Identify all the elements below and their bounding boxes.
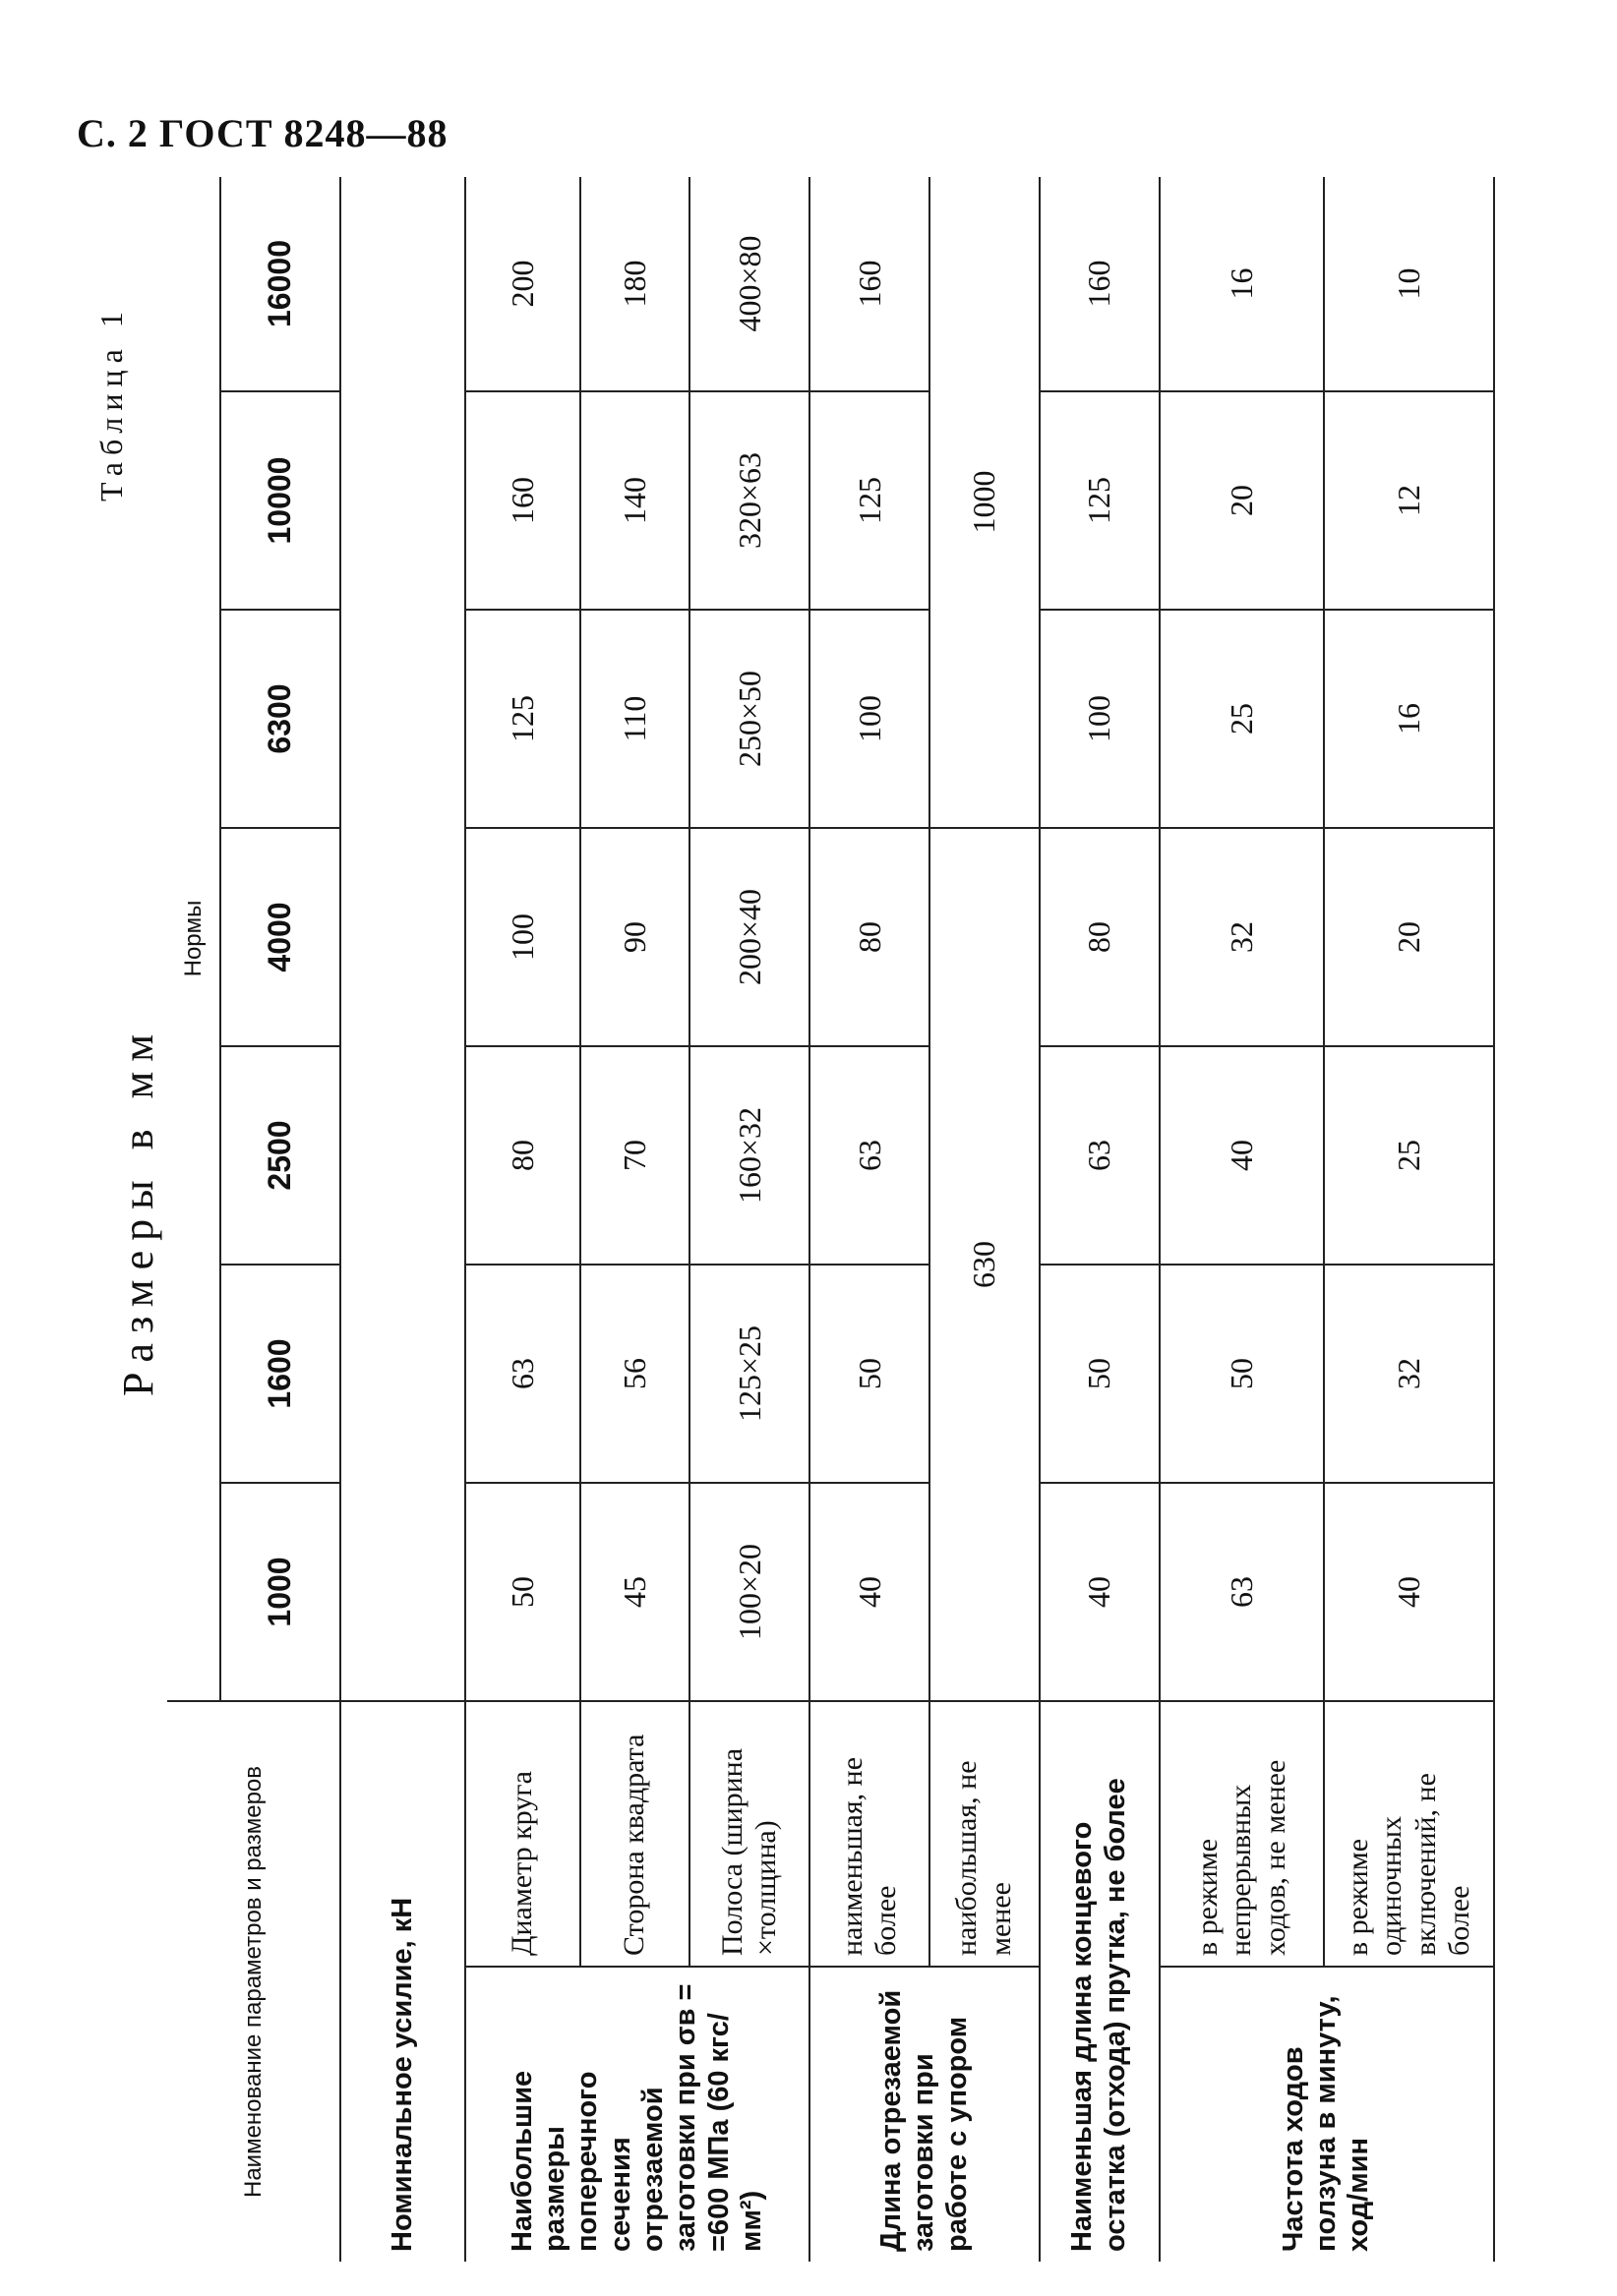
strip-value: 125×25 — [689, 1265, 809, 1483]
length-min-value: 125 — [809, 391, 929, 610]
strip-value: 250×50 — [689, 610, 809, 828]
end-rest-value: 100 — [1040, 610, 1160, 828]
circle-value: 125 — [465, 610, 580, 828]
strip-value: 160×32 — [689, 1046, 809, 1265]
force-label: Номинальное усилие, кН — [340, 1701, 465, 2262]
freq-label: Частота ходов ползуна в минуту, ход/мин — [1160, 1967, 1494, 2262]
rotated-page-content — [93, 177, 1510, 2262]
row-circle — [465, 177, 580, 2262]
freq-cont-value: 20 — [1160, 391, 1325, 610]
freq-cont-value: 16 — [1160, 177, 1325, 391]
circle-value: 200 — [465, 177, 580, 391]
end-rest-value: 160 — [1040, 177, 1160, 391]
table-title: Размеры в мм — [114, 1024, 162, 1396]
circle-value: 80 — [465, 1046, 580, 1265]
row-end-rest — [1040, 177, 1160, 2262]
square-value: 140 — [580, 391, 690, 610]
end-rest-value: 50 — [1040, 1265, 1160, 1483]
freq-cont-value: 50 — [1160, 1265, 1325, 1483]
length-min-value: 50 — [809, 1265, 929, 1483]
end-rest-label: Наименьшая длина концевого остатка (отхода) прутка, не более — [1040, 1701, 1160, 2262]
strip-value: 320×63 — [689, 391, 809, 610]
circle-value: 100 — [465, 828, 580, 1046]
force-16000: 16000 — [220, 177, 340, 391]
circle-value: 160 — [465, 391, 580, 610]
freq-cont-value: 40 — [1160, 1046, 1325, 1265]
length-min-value: 40 — [809, 1483, 929, 1701]
freq-single-value: 20 — [1324, 828, 1494, 1046]
end-rest-value: 80 — [1040, 828, 1160, 1046]
row-square — [580, 177, 690, 2262]
length-min-label: наименьшая, не более — [809, 1701, 929, 1967]
length-max-value: 1000 — [929, 177, 1040, 828]
force-6300: 6300 — [220, 610, 340, 828]
row-force-label — [340, 177, 465, 2262]
row-freq-cont — [1160, 177, 1325, 2262]
freq-cont-value: 25 — [1160, 610, 1325, 828]
square-value: 110 — [580, 610, 690, 828]
square-label: Сторона квадрата — [580, 1701, 690, 1967]
strip-value: 400×80 — [689, 177, 809, 391]
freq-single-value: 16 — [1324, 610, 1494, 828]
length-max-value: 630 — [929, 828, 1040, 1701]
freq-single-value: 12 — [1324, 391, 1494, 610]
freq-single-value: 25 — [1324, 1046, 1494, 1265]
length-min-value: 160 — [809, 177, 929, 391]
length-label: Длина отрезаемой заготовки при работе с упором — [809, 1967, 1040, 2262]
strip-value: 100×20 — [689, 1483, 809, 1701]
freq-single-value: 40 — [1324, 1483, 1494, 1701]
table-caption: Таблица 1 — [93, 305, 129, 501]
row-length-min — [809, 177, 929, 2262]
length-min-value: 80 — [809, 828, 929, 1046]
circle-value: 63 — [465, 1265, 580, 1483]
row-freq-single — [1324, 177, 1494, 2262]
freq-cont-value: 63 — [1160, 1483, 1325, 1701]
table-head-row — [167, 177, 220, 2262]
circle-label: Диаметр круга — [465, 1701, 580, 1967]
strip-value: 200×40 — [689, 828, 809, 1046]
freq-cont-label: в режиме непрерывных ходов, не менее — [1160, 1701, 1325, 1967]
spacer — [340, 177, 465, 1701]
force-4000: 4000 — [220, 828, 340, 1046]
freq-single-value: 32 — [1324, 1265, 1494, 1483]
force-1000: 1000 — [220, 1483, 340, 1701]
head-norms: Нормы — [167, 177, 220, 1701]
force-1600: 1600 — [220, 1265, 340, 1483]
square-value: 70 — [580, 1046, 690, 1265]
freq-single-value: 10 — [1324, 177, 1494, 391]
length-min-value: 63 — [809, 1046, 929, 1265]
freq-single-label: в режиме одиночных включений, не более — [1324, 1701, 1494, 1967]
length-max-label: наибольшая, не менее — [929, 1701, 1040, 1967]
head-param: Наименование параметров и размеров — [167, 1701, 340, 2262]
page-header: С. 2 ГОСТ 8248—88 — [77, 111, 449, 155]
length-min-value: 100 — [809, 610, 929, 828]
section-label: Наибольшие размеры поперечного сечения отрезаемой заготовки при σв = =600 МПа (60 кгс/мм²) — [465, 1967, 809, 2262]
strip-label: Полоса (ширина ×толщина) — [689, 1701, 809, 1967]
square-value: 56 — [580, 1265, 690, 1483]
end-rest-value: 40 — [1040, 1483, 1160, 1701]
end-rest-value: 125 — [1040, 391, 1160, 610]
force-2500: 2500 — [220, 1046, 340, 1265]
square-value: 180 — [580, 177, 690, 391]
square-value: 45 — [580, 1483, 690, 1701]
force-10000: 10000 — [220, 391, 340, 610]
circle-value: 50 — [465, 1483, 580, 1701]
freq-cont-value: 32 — [1160, 828, 1325, 1046]
square-value: 90 — [580, 828, 690, 1046]
row-length-max — [929, 177, 1040, 2262]
norms-table — [167, 177, 1495, 2262]
end-rest-value: 63 — [1040, 1046, 1160, 1265]
row-strip — [689, 177, 809, 2262]
